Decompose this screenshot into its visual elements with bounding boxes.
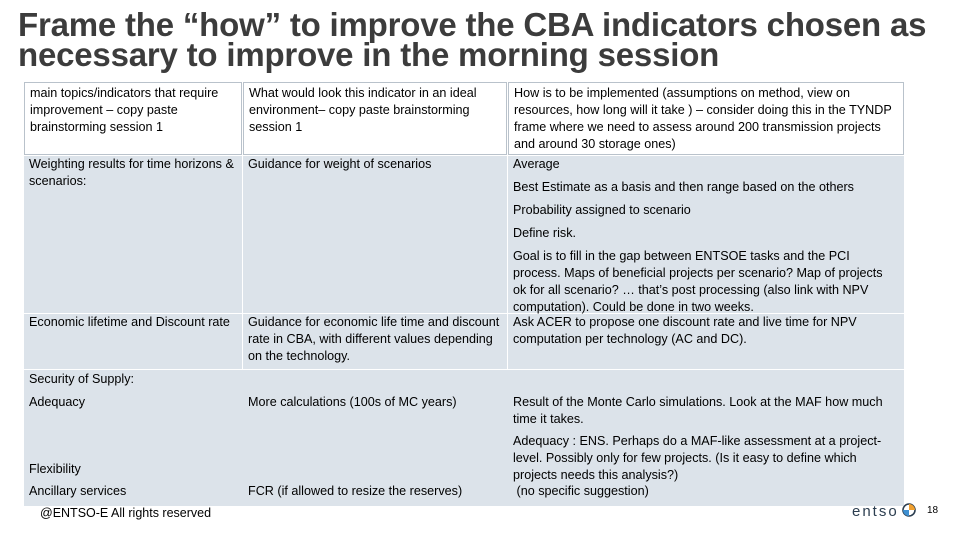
economic-how: Ask ACER to propose one discount rate and live time for NPV computation per technology (AC and DC). xyxy=(508,314,904,369)
weighting-item-probability: Probability assigned to scenario xyxy=(513,203,691,217)
weighting-how xyxy=(508,156,904,313)
entsoe-logo-icon xyxy=(902,503,916,517)
weighting-topic: Weighting results for time horizons & scenarios: xyxy=(24,156,242,313)
weighting-guidance: Guidance for weight of scenarios xyxy=(243,156,507,313)
header-implementation: How is to be implemented (assumptions on method, view on resources, how long will it take ) – consider doing this in the TYNDP frame where we need to assess around 200 transmission projects and around 30 storage ones) xyxy=(508,82,904,155)
entsoe-logo-text: entso xyxy=(852,503,899,520)
slide-title: Frame the “how” to improve the CBA indicators chosen as necessary to improve in the morning session xyxy=(18,6,927,73)
weighting-item-goal: Goal is to fill in the gap between ENTSOE tasks and the PCI process. Maps of beneficial projects per scenario? Map of projects ok for all scenario? … that’s post processing (also link with NPV computation). Could be done in two weeks. xyxy=(513,249,883,314)
adequacy-guidance: More calculations (100s of MC years) xyxy=(248,395,457,409)
security-row xyxy=(24,370,904,506)
cba-table xyxy=(24,82,904,506)
header-topics: main topics/indicators that require improvement – copy paste brainstorming session 1 xyxy=(24,82,242,155)
header-ideal: What would look this indicator in an ideal environment– copy paste brainstorming session 1 xyxy=(243,82,507,155)
weighting-item-risk: Define risk. xyxy=(513,226,576,240)
economic-topic: Economic lifetime and Discount rate xyxy=(24,314,242,369)
ancillary-how: (no specific suggestion) xyxy=(513,484,649,498)
economic-guidance: Guidance for economic life time and discount rate in CBA, with different values depending on the technology. xyxy=(243,314,507,369)
ancillary-guidance: FCR (if allowed to resize the reserves) xyxy=(248,484,463,498)
adequacy-topic: Adequacy xyxy=(29,395,86,409)
ancillary-topic: Ancillary services xyxy=(29,484,127,498)
weighting-item-best-estimate: Best Estimate as a basis and then range based on the others xyxy=(513,180,854,194)
adequacy-how-monte-carlo: Result of the Monte Carlo simulations. Look at the MAF how much time it takes. xyxy=(513,395,883,426)
security-heading: Security of Supply: xyxy=(29,372,134,386)
copyright-footer: @ENTSO-E All rights reserved xyxy=(40,506,212,520)
page-number: 18 xyxy=(927,505,939,516)
adequacy-how-ens: Adequacy : ENS. Perhaps do a MAF-like assessment at a project-level. Possibly only for few projects. (Is it easy to define which projects needs this analysis?) xyxy=(513,434,882,482)
flexibility-topic: Flexibility xyxy=(29,462,81,476)
weighting-item-average: Average xyxy=(513,157,560,171)
